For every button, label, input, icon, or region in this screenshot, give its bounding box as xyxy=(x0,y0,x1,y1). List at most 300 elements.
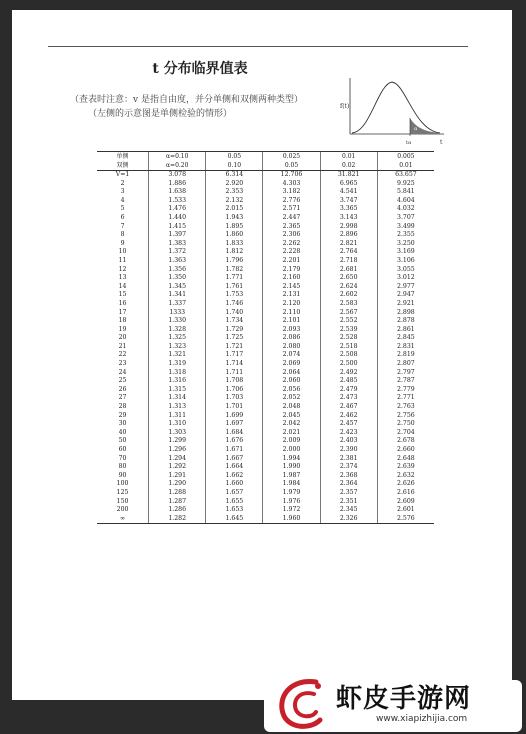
table-row xyxy=(97,498,434,507)
figure-quantile-label: tα xyxy=(406,140,412,146)
value-cell: 2.626 xyxy=(377,480,434,489)
value-cell: 3.143 xyxy=(320,214,377,223)
value-cell: 3.012 xyxy=(377,274,434,283)
value-cell: 2.632 xyxy=(377,472,434,481)
df-cell: 26 xyxy=(118,385,127,393)
value-cell: 1.667 xyxy=(206,455,263,464)
table-row xyxy=(97,291,434,300)
value-cell: 1.286 xyxy=(149,506,206,515)
value-cell: 2.771 xyxy=(377,394,434,403)
df-cell: 5 xyxy=(120,205,125,213)
value-cell: 2.390 xyxy=(320,446,377,455)
value-cell: 2.479 xyxy=(320,386,377,395)
header-cell: 0.05 xyxy=(263,161,320,171)
df-cell: 6 xyxy=(120,213,125,221)
df-cell: 50 xyxy=(118,437,127,445)
value-cell: 1.318 xyxy=(149,369,206,378)
value-cell: 2.508 xyxy=(320,351,377,360)
value-cell: 2.021 xyxy=(263,429,320,438)
value-cell: 2.878 xyxy=(377,317,434,326)
value-cell: 2.898 xyxy=(377,309,434,318)
value-cell: 1.657 xyxy=(206,489,263,498)
value-cell: 6.314 xyxy=(206,171,263,180)
table-row xyxy=(97,489,434,498)
value-cell: 3.707 xyxy=(377,214,434,223)
table-row xyxy=(97,240,434,249)
value-cell: 2.764 xyxy=(320,248,377,257)
header-cell: 双侧 xyxy=(97,161,149,171)
value-cell: 1.703 xyxy=(206,394,263,403)
value-cell: 1.314 xyxy=(149,394,206,403)
value-cell: 1.328 xyxy=(149,326,206,335)
value-cell: 1.812 xyxy=(206,248,263,257)
value-cell: 1.363 xyxy=(149,257,206,266)
df-cell: 90 xyxy=(118,471,127,479)
value-cell: 2.678 xyxy=(377,437,434,446)
value-cell: 2.831 xyxy=(377,343,434,352)
value-cell: 2.374 xyxy=(320,463,377,472)
df-cell: ∞ xyxy=(97,515,149,524)
value-cell: 2.093 xyxy=(263,326,320,335)
value-cell: 2.571 xyxy=(263,205,320,214)
value-cell: 2.921 xyxy=(377,300,434,309)
table-row xyxy=(97,248,434,257)
df-cell: 70 xyxy=(118,454,127,462)
density-curve xyxy=(352,82,440,133)
value-cell: 1.337 xyxy=(149,300,206,309)
value-cell: 2.101 xyxy=(263,317,320,326)
table-row xyxy=(97,274,434,283)
value-cell: 1.833 xyxy=(206,240,263,249)
value-cell: 1.316 xyxy=(149,377,206,386)
table-row xyxy=(97,386,434,395)
value-cell: 2.457 xyxy=(320,420,377,429)
value-cell: 2.763 xyxy=(377,403,434,412)
value-cell: 1.345 xyxy=(149,283,206,292)
table-row xyxy=(97,377,434,386)
df-cell: 9 xyxy=(120,239,125,247)
value-cell: 1.325 xyxy=(149,334,206,343)
df-cell: 200 xyxy=(116,506,129,514)
df-cell: 13 xyxy=(118,274,127,282)
df-cell: V=1 xyxy=(115,171,130,178)
value-cell: 1.895 xyxy=(206,223,263,232)
value-cell: 2.648 xyxy=(377,455,434,464)
value-cell: 1.397 xyxy=(149,231,206,240)
value-cell: 3.055 xyxy=(377,266,434,275)
value-cell: 1.990 xyxy=(263,463,320,472)
value-cell: 1.662 xyxy=(206,472,263,481)
df-cell: 22 xyxy=(118,351,127,359)
df-cell: 4 xyxy=(120,196,125,204)
value-cell: 1.310 xyxy=(149,420,206,429)
value-cell: 2.624 xyxy=(320,283,377,292)
value-cell: 2.797 xyxy=(377,369,434,378)
value-cell: 1.323 xyxy=(149,343,206,352)
value-cell: 2.473 xyxy=(320,394,377,403)
figure-y-label: f(t) xyxy=(340,103,350,110)
value-cell: 3.499 xyxy=(377,223,434,232)
value-cell: 1.987 xyxy=(263,472,320,481)
header-row-one-sided xyxy=(97,152,434,162)
table-body xyxy=(97,171,434,524)
value-cell: 2.462 xyxy=(320,412,377,421)
value-cell: 2.602 xyxy=(320,291,377,300)
value-cell: 4.541 xyxy=(320,188,377,197)
table-row xyxy=(97,446,434,455)
value-cell: 12.706 xyxy=(263,171,320,180)
df-cell: 10 xyxy=(118,248,127,256)
value-cell: 1.671 xyxy=(206,446,263,455)
value-cell: 2.069 xyxy=(263,360,320,369)
value-cell: 2.650 xyxy=(320,274,377,283)
value-cell: 2.042 xyxy=(263,420,320,429)
value-cell: 2.977 xyxy=(377,283,434,292)
value-cell: 4.032 xyxy=(377,205,434,214)
table-row xyxy=(97,197,434,206)
value-cell: 2.365 xyxy=(263,223,320,232)
value-cell: 1.440 xyxy=(149,214,206,223)
df-cell: 20 xyxy=(118,334,127,342)
value-cell: 2.355 xyxy=(377,231,434,240)
figure-x-label: t xyxy=(440,139,443,146)
value-cell: 5.841 xyxy=(377,188,434,197)
value-cell: 4.604 xyxy=(377,197,434,206)
value-cell: 1.771 xyxy=(206,274,263,283)
value-cell: 2.609 xyxy=(377,498,434,507)
df-cell: 2 xyxy=(120,179,125,187)
df-cell: 30 xyxy=(118,420,127,428)
table-row xyxy=(97,463,434,472)
value-cell: 2.000 xyxy=(263,446,320,455)
table-row xyxy=(97,343,434,352)
value-cell: 2.552 xyxy=(320,317,377,326)
header-cell: α=0.20 xyxy=(149,161,206,171)
value-cell: 1.740 xyxy=(206,309,263,318)
table-row xyxy=(97,506,434,515)
df-cell: 3 xyxy=(120,188,125,196)
value-cell: 2.750 xyxy=(377,420,434,429)
table-row xyxy=(97,326,434,335)
value-cell: 2.492 xyxy=(320,369,377,378)
value-cell: 1.330 xyxy=(149,317,206,326)
value-cell: 2.045 xyxy=(263,412,320,421)
page-title: t 分布临界值表 xyxy=(152,61,248,77)
df-cell: 100 xyxy=(116,480,129,488)
df-cell: 17 xyxy=(118,308,127,316)
note-line-2: （左侧的示意图是单侧检验的情形） xyxy=(88,109,233,119)
table-row xyxy=(97,171,434,180)
table-row xyxy=(97,480,434,489)
value-cell: 1.960 xyxy=(263,515,320,524)
df-cell: 19 xyxy=(118,325,127,333)
value-cell: 1.746 xyxy=(206,300,263,309)
header-cell: α=0.10 xyxy=(149,152,206,162)
value-cell: 1.994 xyxy=(263,455,320,464)
value-cell: 1.782 xyxy=(206,266,263,275)
table-row xyxy=(97,283,434,292)
t-distribution-figure xyxy=(340,74,450,146)
value-cell: 1.972 xyxy=(263,506,320,515)
value-cell: 3.078 xyxy=(149,171,206,180)
value-cell: 2.074 xyxy=(263,351,320,360)
header-row-two-sided xyxy=(97,161,434,171)
table-row xyxy=(97,309,434,318)
df-cell: 28 xyxy=(118,403,127,411)
value-cell: 2.576 xyxy=(377,515,434,524)
df-cell: 16 xyxy=(118,299,127,307)
value-cell: 63.657 xyxy=(377,171,434,180)
value-cell: 2.052 xyxy=(263,394,320,403)
value-cell: 1.729 xyxy=(206,326,263,335)
value-cell: 1.676 xyxy=(206,437,263,446)
header-cell: 0.01 xyxy=(377,161,434,171)
value-cell: 2.132 xyxy=(206,197,263,206)
df-cell: 12 xyxy=(118,265,127,273)
value-cell: 1.287 xyxy=(149,498,206,507)
value-cell: 2.048 xyxy=(263,403,320,412)
value-cell: 2.583 xyxy=(320,300,377,309)
value-cell: 3.169 xyxy=(377,248,434,257)
value-cell: 1.296 xyxy=(149,446,206,455)
value-cell: 2.518 xyxy=(320,343,377,352)
table-row xyxy=(97,223,434,232)
table-row xyxy=(97,300,434,309)
value-cell: 1.638 xyxy=(149,188,206,197)
df-cell: 40 xyxy=(118,428,127,436)
value-cell: 1.684 xyxy=(206,429,263,438)
df-cell: 14 xyxy=(118,282,127,290)
value-cell: 1.717 xyxy=(206,351,263,360)
shrimp-logo-icon xyxy=(270,672,332,734)
value-cell: 1.711 xyxy=(206,369,263,378)
value-cell: 1.315 xyxy=(149,386,206,395)
table-row xyxy=(97,360,434,369)
header-cell: 0.025 xyxy=(263,152,320,162)
header-cell: 0.02 xyxy=(320,161,377,171)
value-cell: 1.708 xyxy=(206,377,263,386)
top-rule xyxy=(48,46,468,47)
header-cell: 0.01 xyxy=(320,152,377,162)
value-cell: 3.365 xyxy=(320,205,377,214)
value-cell: 2.009 xyxy=(263,437,320,446)
value-cell: 2.845 xyxy=(377,334,434,343)
df-cell: 7 xyxy=(120,222,125,230)
table-row xyxy=(97,231,434,240)
df-cell: 150 xyxy=(116,497,129,505)
value-cell: 2.776 xyxy=(263,197,320,206)
value-cell: 1.294 xyxy=(149,455,206,464)
df-cell: 8 xyxy=(120,231,125,239)
value-cell: 2.500 xyxy=(320,360,377,369)
value-cell: 2.639 xyxy=(377,463,434,472)
header-cell: 0.005 xyxy=(377,152,434,162)
value-cell: 2.120 xyxy=(263,300,320,309)
value-cell: 2.660 xyxy=(377,446,434,455)
value-cell: 1.291 xyxy=(149,472,206,481)
value-cell: 2.368 xyxy=(320,472,377,481)
value-cell: 1.701 xyxy=(206,403,263,412)
value-cell: 2.056 xyxy=(263,386,320,395)
table-row xyxy=(97,515,434,524)
table-row xyxy=(97,412,434,421)
df-cell: 29 xyxy=(118,411,127,419)
table-row xyxy=(97,429,434,438)
value-cell: 3.182 xyxy=(263,188,320,197)
value-cell: 2.326 xyxy=(320,515,377,524)
value-cell: 1.311 xyxy=(149,412,206,421)
value-cell: 1333 xyxy=(149,309,206,318)
value-cell: 2.353 xyxy=(206,188,263,197)
value-cell: 1.660 xyxy=(206,480,263,489)
table-row xyxy=(97,455,434,464)
value-cell: 2.381 xyxy=(320,455,377,464)
value-cell: 1.976 xyxy=(263,498,320,507)
value-cell: 1.313 xyxy=(149,403,206,412)
value-cell: 1.664 xyxy=(206,463,263,472)
value-cell: 1.979 xyxy=(263,489,320,498)
value-cell: 1.796 xyxy=(206,257,263,266)
value-cell: 2.485 xyxy=(320,377,377,386)
value-cell: 1.383 xyxy=(149,240,206,249)
value-cell: 2.201 xyxy=(263,257,320,266)
value-cell: 1.290 xyxy=(149,480,206,489)
table-row xyxy=(97,257,434,266)
value-cell: 1.860 xyxy=(206,231,263,240)
value-cell: 2.787 xyxy=(377,377,434,386)
value-cell: 2.447 xyxy=(263,214,320,223)
value-cell: 1.282 xyxy=(149,515,206,524)
value-cell: 2.306 xyxy=(263,231,320,240)
value-cell: 1.699 xyxy=(206,412,263,421)
value-cell: 31.821 xyxy=(320,171,377,180)
value-cell: 2.601 xyxy=(377,506,434,515)
value-cell: 2.539 xyxy=(320,326,377,335)
value-cell: 1.886 xyxy=(149,180,206,189)
df-cell: 25 xyxy=(118,377,127,385)
value-cell: 1.943 xyxy=(206,214,263,223)
value-cell: 2.861 xyxy=(377,326,434,335)
df-cell: 15 xyxy=(118,291,127,299)
table-row xyxy=(97,369,434,378)
figure-alpha-label: α xyxy=(414,126,418,132)
note-line-1: （查表时注意：v 是指自由度，并分单侧和双侧两种类型） xyxy=(70,95,303,105)
value-cell: 2.060 xyxy=(263,377,320,386)
table-row xyxy=(97,180,434,189)
df-cell: 60 xyxy=(118,446,127,453)
value-cell: 1.356 xyxy=(149,266,206,275)
value-cell: 2.351 xyxy=(320,498,377,507)
value-cell: 1.725 xyxy=(206,334,263,343)
value-cell: 2.080 xyxy=(263,343,320,352)
value-cell: 1.303 xyxy=(149,429,206,438)
df-cell: 11 xyxy=(118,256,127,264)
watermark-url: www.xiapizhijia.com xyxy=(376,714,468,724)
watermark-site-name: 虾皮手游网 xyxy=(336,684,472,714)
value-cell: 2.015 xyxy=(206,205,263,214)
value-cell: 2.064 xyxy=(263,369,320,378)
table-row xyxy=(97,334,434,343)
df-cell: 21 xyxy=(118,342,127,350)
table-row xyxy=(97,266,434,275)
value-cell: 2.228 xyxy=(263,248,320,257)
df-cell: 23 xyxy=(118,360,127,368)
value-cell: 2.998 xyxy=(320,223,377,232)
value-cell: 2.131 xyxy=(263,291,320,300)
value-cell: 2.807 xyxy=(377,360,434,369)
table-row xyxy=(97,205,434,214)
table-row xyxy=(97,394,434,403)
table-row xyxy=(97,351,434,360)
value-cell: 3.250 xyxy=(377,240,434,249)
value-cell: 2.403 xyxy=(320,437,377,446)
df-cell: 125 xyxy=(116,488,129,496)
table-row xyxy=(97,437,434,446)
df-cell: 24 xyxy=(118,368,127,376)
value-cell: 1.415 xyxy=(149,223,206,232)
header-cell: 单侧 xyxy=(97,152,149,162)
value-cell: 2.779 xyxy=(377,386,434,395)
value-cell: 2.920 xyxy=(206,180,263,189)
value-cell: 1.372 xyxy=(149,248,206,257)
value-cell: 1.655 xyxy=(206,498,263,507)
value-cell: 2.528 xyxy=(320,334,377,343)
table-row xyxy=(97,420,434,429)
value-cell: 2.357 xyxy=(320,489,377,498)
header-cell: 0.10 xyxy=(206,161,263,171)
value-cell: 1.984 xyxy=(263,480,320,489)
value-cell: 2.896 xyxy=(320,231,377,240)
value-cell: 2.160 xyxy=(263,274,320,283)
table-row xyxy=(97,188,434,197)
header-cell: 0.05 xyxy=(206,152,263,162)
df-cell: 80 xyxy=(118,463,127,471)
value-cell: 1.653 xyxy=(206,506,263,515)
value-cell: 2.718 xyxy=(320,257,377,266)
table-row xyxy=(97,472,434,481)
value-cell: 2.819 xyxy=(377,351,434,360)
value-cell: 2.086 xyxy=(263,334,320,343)
value-cell: 1.645 xyxy=(206,515,263,524)
value-cell: 1.761 xyxy=(206,283,263,292)
value-cell: 1.533 xyxy=(149,197,206,206)
value-cell: 1.721 xyxy=(206,343,263,352)
value-cell: 2.567 xyxy=(320,309,377,318)
df-cell: 18 xyxy=(118,317,127,325)
value-cell: 1.319 xyxy=(149,360,206,369)
value-cell: 1.697 xyxy=(206,420,263,429)
value-cell: 1.299 xyxy=(149,437,206,446)
value-cell: 3.747 xyxy=(320,197,377,206)
value-cell: 2.345 xyxy=(320,506,377,515)
value-cell: 2.681 xyxy=(320,266,377,275)
value-cell: 2.179 xyxy=(263,266,320,275)
value-cell: 2.756 xyxy=(377,412,434,421)
table-row xyxy=(97,317,434,326)
value-cell: 1.476 xyxy=(149,205,206,214)
value-cell: 1.714 xyxy=(206,360,263,369)
t-critical-table xyxy=(97,151,434,524)
value-cell: 1.292 xyxy=(149,463,206,472)
value-cell: 1.706 xyxy=(206,386,263,395)
value-cell: 6.965 xyxy=(320,180,377,189)
value-cell: 2.947 xyxy=(377,291,434,300)
value-cell: 1.350 xyxy=(149,274,206,283)
value-cell: 2.821 xyxy=(320,240,377,249)
value-cell: 2.145 xyxy=(263,283,320,292)
value-cell: 1.734 xyxy=(206,317,263,326)
value-cell: 2.364 xyxy=(320,480,377,489)
